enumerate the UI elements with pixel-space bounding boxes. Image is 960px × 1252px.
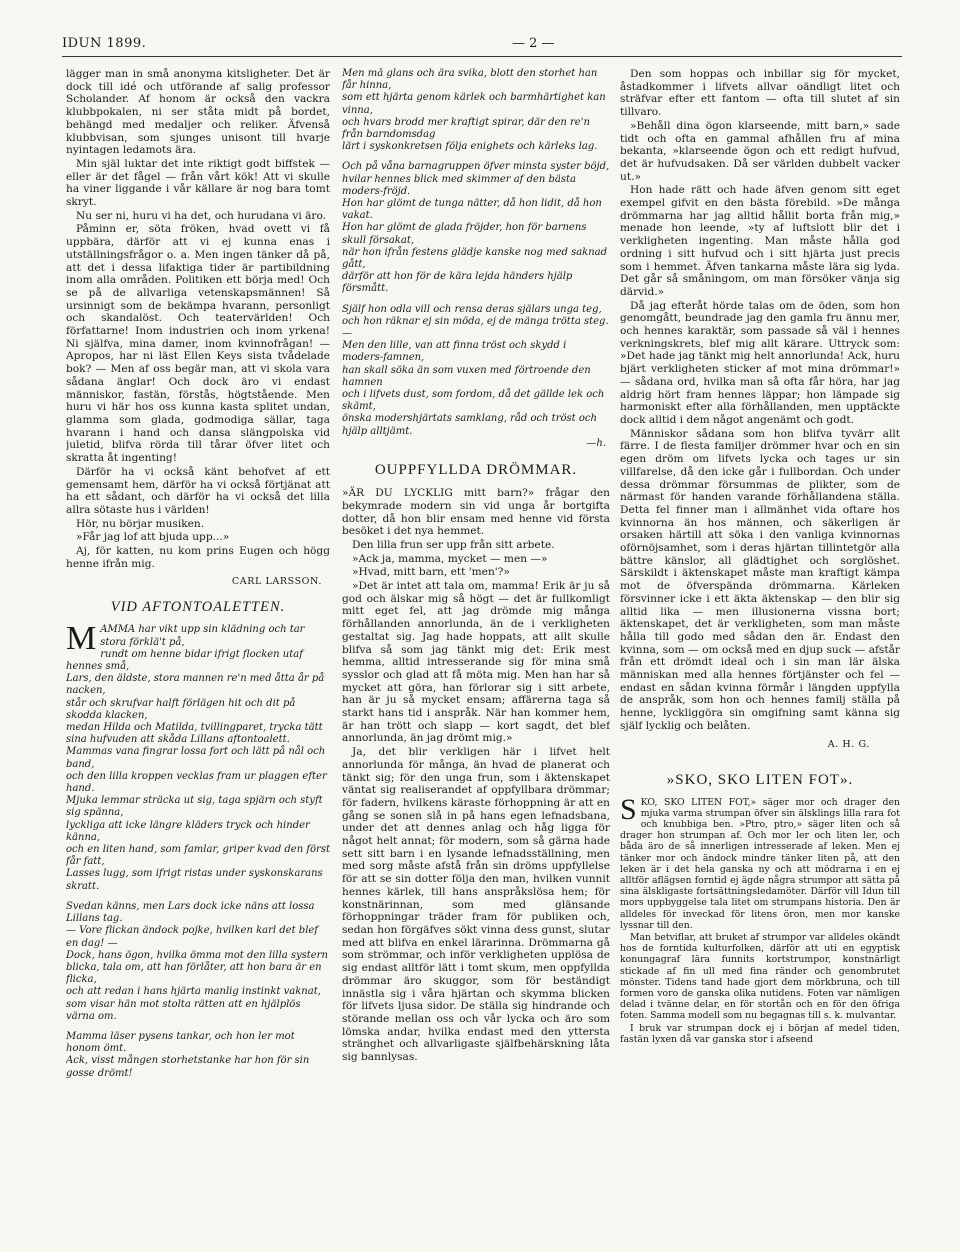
- poem-line: och en liten hand, som famlar, griper kvad den först får fatt,: [66, 844, 330, 868]
- article-paragraph: Ja, det blir verkligen här i lifvet helt annorlunda för många, än hvad de planerat och tänkt sig; för den unga frun, som i äktenskapet väntat sig realiserandet af oppfyllbara drömmar; för fadern, hvilkens käraste förhoppning är att en gång se sonen slå in på hans egen lefnadsbana, under det att dennes anlag och håg ligga för något helt annat; för modern, som så gärna hade sett sitt barn i en lysande lefnadsställning, men med sorg måste afstå från sin dröms uppfyllelse för att se sin dotter följa den man, hvilken vunnit hennes kärlek, till hans anspråkslösa hem; för konstnärinnan, som med glänsande förhoppningar träder fram för publiken och, sedan hon förgäfves sökt vinna dess gunst, slutar med att blifva en enkel lärarinna. Drömmarna gå som strömmar, och inför verkligheten upplösa de sig endast alltför lätt i tomt skum, men oppfyllda drömmar äro skuggor, som för beständigt innästla sig i våra hjärtan och skymma blicken för lifvets ljusa sidor. De ställa sig hindrande och störande mellan oss och vår lycka och äro som lömska andar, hvilka endast med den yttersta stränghet och allvarligaste själfbehärskning låta sig bannlysas.: [342, 746, 610, 1064]
- poem-line: Hon har glömt de tunga nätter, då hon lidit, då hon vakat.: [342, 198, 602, 222]
- poem-line: och i lifvets dust, som fordom, då det gällde lek och skämt,: [342, 389, 605, 413]
- column-left: [66, 68, 330, 1218]
- poem: [66, 620, 330, 1079]
- poem-continued: [342, 68, 610, 450]
- column-middle: [342, 68, 610, 1218]
- poem-line: Hon har glömt de glada fröjder, hon för barnens skull försakat,: [342, 222, 587, 246]
- poem-signature: —h.: [586, 437, 606, 449]
- poem-line: som ett hjärta genom kärlek och barmhärtighet kan vinna,: [342, 92, 606, 116]
- article-drop-cap: S: [620, 792, 637, 826]
- article-paragraph: »Hvad, mitt barn, ett 'men'?»: [352, 566, 510, 579]
- article-signature: A. H. G.: [827, 738, 870, 750]
- poem-line: därför att hon för de kära lejda händers hjälp försmått.: [342, 271, 573, 295]
- poem-line: han skall söka än som vuxen med förtroende den hamnen: [342, 364, 591, 388]
- article-paragraph: Aj, för katten, nu kom prins Eugen och högg henne ifrån mig.: [66, 545, 330, 570]
- poem-line: medan Hilda och Matilda, tvillingparet, trycka tätt sina hufvuden att skåda Lillans aftontoalett.: [66, 722, 323, 746]
- poem-line: när hon ifrån festens glädje kanske nog med saknad gått,: [342, 246, 608, 271]
- poem-line: lärt i syskonkretsen följa enighets och kärleks lag.: [342, 141, 598, 153]
- poem-title: VID AFTONTOALETTEN.: [110, 599, 286, 616]
- article-paragraph: Hör, nu börjar musiken.: [76, 517, 205, 530]
- article-paragraph: »Får jag lof att bjuda upp...»: [76, 531, 230, 544]
- poem-line: Och på våna barnagruppen öfver minsta syster böjd,: [342, 161, 610, 173]
- article-paragraph: Min själ luktar det inte riktigt godt biffstek — eller är det fågel — från vårt kök! Att vi skulle ha viner liggande i vår källare är nog bara tomt skryt.: [66, 157, 330, 209]
- page-header: [62, 36, 902, 56]
- article-title: OUPPFYLLDA DRÖMMAR.: [374, 462, 578, 479]
- poem-drop-cap: M: [66, 620, 97, 658]
- article-title: »SKO, SKO LITEN FOT».: [666, 771, 854, 788]
- poem-line: AMMA har vikt upp sin klädning och tar stora förklä't på,: [100, 624, 305, 648]
- poem-line: önska modershjärtats samklang, råd och tröst och hjälp alltjämt.: [342, 413, 597, 437]
- article-paragraph: [620, 792, 900, 931]
- article-paragraph: Därför ha vi också känt behofvet af ett gemensamt hem, därför ha vi också förtjänat att ha ett sådant, och därför ha vi också det lilla allra sötaste hus i världen!: [66, 465, 330, 516]
- poem-line: Mamma läser pysens tankar, och hon ler mot honom ömt.: [66, 1030, 295, 1055]
- poem-line: Dock, hans ögon, hvilka ömma mot den lilla systern blicka, tala om, att han förlåter, att hon bara är en flicka,: [66, 949, 328, 986]
- article-paragraph: »Behåll dina ögon klarseende, mitt barn,» sade tidt och ofta en gammal afhållen fru af mina bekanta, »klarseende ögon och ett redigt hufvud, det är hufvudsaken. Då ser världen dubbelt vacker ut.»: [620, 119, 900, 183]
- poem-line: Ack, visst mången storhetstanke har hon för sin gosse drömt!: [66, 1055, 310, 1079]
- article-text: KO, SKO LITEN FOT,» säger mor och drager den mjuka varma strumpan öfver sin älsklings lilla rara fot och knubbiga ben. »Ptro, ptro,» säger liten och så drager hon strumpan af. Och mor ler och liten ler, och båda äro de så innerligen intresserade af leken. Men ej tänker mor och ändock mindre tänker liten på, att den leken är i det hela ganska ny och att mödrarna i en ej alltför aflägsen forntid ej ägde några strumpor att sätta på sina älskligaste fortsättningsledamöter. Därför vill Idun till mors uppbyggelse tala litet om strumpans historia. Den är alldeles för inveckad för litens öron, men mor kanske lyssnar till den.: [620, 796, 900, 931]
- article-paragraph: Då jag efteråt hörde talas om de öden, som hon genomgått, beundrade jag den gamla fru ännu mer, och hennes karaktär, som passade så väl i hennes verkningskrets, blef mig allt kärare. Uttryck som: »Det hade jag tänkt mig helt annorlunda! Ack, huru bjärt verkligheten sticker af mot mina drömmar!» — sådana ord, hvilka man så ofta får höra, har jag aldrig hört fram hennes läppar; hon lämpade sig harmoniskt efter alla förhållanden, men upptäckte dock alltid i dem något angenämt och godt.: [620, 299, 900, 426]
- poem-line: Mammas vana fingrar lossa fort och lätt på nål och band,: [66, 746, 326, 770]
- poem-line: står och skrufvar halft förlägen hit och dit på skodda klacken,: [66, 697, 296, 721]
- poem-line: Men må glans och ära svika, blott den storhet han får hinna,: [342, 68, 598, 92]
- article-paragraph: »Det är intet att tala om, mamma! Erik är ju så god och älskar mig så högt — det är fullkomligt mitt eget fel, att jag drömde mig många förhållanden annorlunda, än de i verkligheten gestaltat sig. Jag hade hoppats, att allt skulle blifva så som jag tänkt mig det: Erik mest hemma, alltid intresserande sig för mina små sysslor och glad att få möta mig. Men han har så mycket att göra, han förlorar sig i sitt arbete, han är ju så mycket ensam; affärerna taga så starkt hans tid i anspråk. När han kommer hem, är han trött och slapp — kort sagdt, det blef annorlunda, än jag drömt mig.»: [342, 580, 610, 745]
- poem-line: Svedan känns, men Lars dock icke näns att lossa Lillans tag.: [66, 900, 315, 925]
- poem-line: Men den lille, van att finna tröst och skydd i moders-famnen,: [342, 340, 567, 364]
- poem-line: Själf hon odla vill och rensa deras själars unga teg,: [342, 303, 602, 315]
- poem-line: Lasses lugg, som ifrigt ristas under syskonskarans skratt.: [66, 868, 323, 892]
- poem-line: och hvars brodd mer kraftigt spirar, där den re'n från barndomsdag: [342, 116, 590, 141]
- poem-line: och den lilla kroppen vecklas fram ur plaggen efter hand.: [66, 770, 327, 795]
- poem-line: hvilar hennes blick med skimmer af den bästa moders-fröjd.: [342, 173, 576, 197]
- poem-line: och att redan i hans hjärta manlig instinkt vaknat, som visar hän mot stolta rätten att en hjälplös värna om.: [66, 986, 321, 1022]
- poem-line: Mjuka lemmar sträcka ut sig, taga spjärn och styft sig spänna,: [66, 795, 323, 819]
- article-paragraph: Den som hoppas och inbillar sig för mycket, åstadkommer i lifvets allvar oändligt litet och sträfvar efter ett fantom — ofta till slutet af sin tillvaro.: [620, 68, 900, 119]
- article-paragraph: Människor sådana som hon blifva tyvärr allt färre. I de flesta familjer drömmer hvar och en sin egen dröm om lifvets lycka och tages ur sin villfarelse, då den icke går i fullbordan. Och under dessa drömmar försummas de plikter, som de närmast för handen varande förhållandena ställa. Detta fel finner man i allmänhet vida oftare hos kvinnorna än hos männen, och säkerligen är orsaken härtill att söka i den vanliga kvinnornas oförnöjsamhet, som i deras hjärtan tillintetgör alla bättre känslor, all glädtighet och sorglöshet. Särskildt i äktenskapet måste man kraftigt kämpa mot de öfverspända drömmarna. Kärleken försvinner icke i ett äkta äktenskap — den blir sig alltid lika — men illusionerna vissna bort; äktenskapet, det är verkligheten, som man måste hålla till godo med sådan den är. Endast den kvinna, som — om också med en djup suck — afstår från ett drömdt ideal och i sin man lär älska människan med alla hennes förtjänster och fel — endast en sådan kvinna förmår i längden uppfylla de anspråk, som hon och hennes familj ställa på henne, lyckliggöra sin omgifning samt känna sig själf lycklig och belåten.: [620, 427, 900, 732]
- page-number: — 2 —: [512, 36, 555, 51]
- publication-name: IDUN 1899.: [62, 36, 147, 51]
- column-right: [620, 68, 900, 1218]
- poem-line: — Vore flickan ändock pojke, hvilken karl det blef en dag! —: [66, 925, 319, 949]
- poem-line: lyckliga att icke längre kläders tryck och hinder känna,: [66, 819, 310, 843]
- article-paragraph: »Ack ja, mamma, mycket — men —»: [352, 552, 548, 565]
- poem-line: Lars, den äldste, stora mannen re'n med åtta år på nacken,: [66, 673, 325, 697]
- poem-line: rundt om henne bidar ifrigt flocken utaf hennes små,: [66, 648, 303, 673]
- article-paragraph: I bruk var strumpan dock ej i början af medel tiden, fastän lyxen då var ganska stor i afseend: [620, 1022, 900, 1045]
- article-paragraph: »ÄR DU LYCKLIG mitt barn?» frågar den bekymrade modern sin vid unga år bortgifta dotter, då hon blir ensam med henne vid första besöket i det nya hemmet.: [342, 487, 610, 538]
- header-rule: [62, 56, 902, 57]
- article-paragraph: Hon hade rätt och hade äfven genom sitt eget exempel gifvit en den bästa förebild. »De många drömmarna har jag alltid hållit borta från mig,» menade hon leende, »ty af luftslott blir det i verkligheten ingenting. Man måste hålla god ordning i sitt hufvud och i sitt hjärta just precis som i hemmet. Äfven tankarna måste lära sig lyda. Det går så småningom, om man försöker vänja sig därvid.»: [620, 184, 900, 298]
- article-paragraph: Påminn er, söta fröken, hvad ovett vi få uppbära, därför att vi ej kunna enas i utställningsfrågor o. a. Men ingen tänker då på, att det i dessa lifaktiga tider är partibildning inom alla områden. Politiken ett börja med! Och se på de allvarliga vetenskapsmännen! Så ursinnigt som de bekämpa hvarann, personligt och skandalöst. Och teatervärlden! Och författarne! Inom industrien och inom yrkena! Ni själfva, mina damer, inom kvinnofrågan! — Apropos, har ni läst Ellen Keys sista tvådelade bok? — Men af oss begär man, att vi skola vara sådana änglar! Och dock äro vi endast människor, fastän, förstås, högtstående. Men huru vi här hos oss kunna kasta splitet undan, glamma som glada, godmodiga sällar, taga hvarann i hand och dansa slängpolska vid juletid, blifva rörda till tårar öfver litet och skratta åt ingenting!: [66, 223, 330, 465]
- poem-line: och hon räknar ej sin möda, ej de mänga trötta steg. —: [342, 315, 609, 340]
- article-paragraph: Den lilla frun ser upp från sitt arbete.: [352, 538, 555, 551]
- article-paragraph: Man betviflar, att bruket af strumpor var alldeles okändt hos de forntida kulturfolken, därför att uti en egyptisk konungagraf lära funnits kortstrumpor, konstnärligt stickade af fin ull med fina ränder och genombrutet mönster. Tidens tand hade gjort dem mörkbruna, och till formen voro de ganska olika nutidens. Foten var nämligen delad i tvänne delar, en för stortån och en för den öfriga foten. Samma modell som nu begagnas till s. k. mulvantar.: [620, 932, 900, 1022]
- article-paragraph: Nu ser ni, huru vi ha det, och hurudana vi äro.: [76, 209, 327, 222]
- article-signature: CARL LARSSON.: [231, 576, 322, 588]
- article-paragraph: lägger man in små anonyma kitsligheter. Det är dock till idé och utförande af salig professor Scholander. Af honom är också den vackra klubbpokalen, ni ser ståta midt på bordet, behängd med medaljer och reliker. Äfvenså klubbvisan, som sjunges unisont till hvarje nyintagen ledamots ära.: [66, 68, 330, 157]
